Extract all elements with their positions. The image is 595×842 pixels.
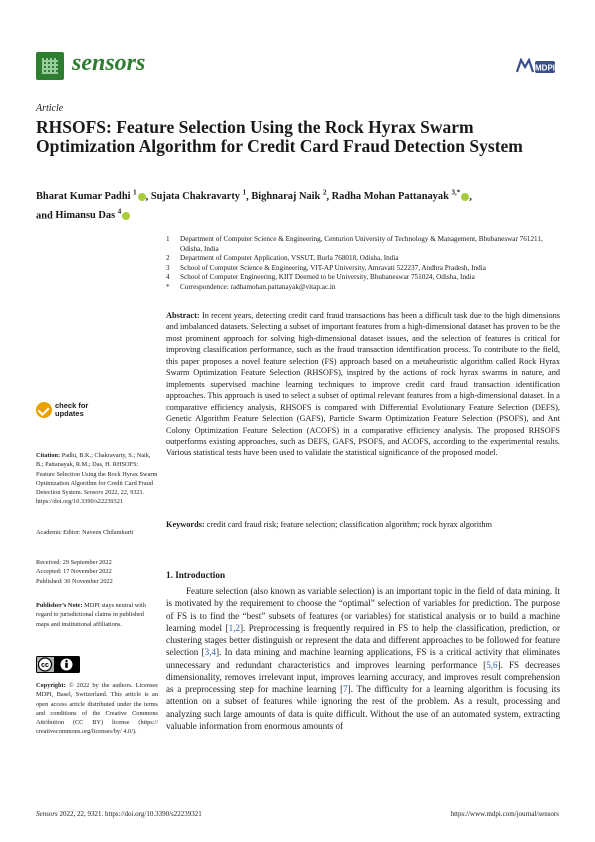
- abstract-label: Abstract:: [166, 311, 200, 320]
- copyright-label: Copyright:: [36, 682, 66, 689]
- abstract-text: In recent years, detecting credit card fraud transactions has been a difficult task due to the high dimensions and imbalanced datasets. Selecting a subset of important features from a high-dimensional dataset has proven to be the most prominent approach for solving high-dimensional dataset issues, and the selection of features is critical for improving classification performance, such as the fraud transaction identification process. To contribute to the field, this paper proposes a novel feature selection (FS) approach based on a metaheuristic algorithm called Rock Hyrax Swarm Optimization Feature Selection (RHSOFS), inspired by the actions of rock hyrax swarms in nature, and implements supervised machine learning techniques to improve credit card fraud transaction identification approaches. This approach is used to select a subset of optimal relevant features from a high-dimensional dataset. In a comparative efficiency analysis, RHSOFS is compared with Differential Evolutionary Feature Selection (DEFS), Genetic Algorithm Feature Selection (GAFS), Particle Swarm Optimization Feature Selection (PSOFS), and Ant Colony Optimization Feature Selection (ACOFS) in a comparative efficiency analysis. The proposed RHSOFS outperforms existing approaches, such as DEFS, GAFS, PSOFS, and ACOFS, according to the experimental results. Various statistical tests have been used to validate the statistical significance of the proposed model.: [166, 311, 561, 458]
- journal-name: sensors: [72, 50, 146, 76]
- author-name: Bighnaraj Naik: [251, 191, 321, 203]
- orcid-icon[interactable]: [138, 193, 146, 201]
- academic-editor: Academic Editor: Naveen Chilamkurti: [36, 529, 134, 536]
- cc-by-icon[interactable]: [36, 656, 80, 673]
- section-heading: 1. Introduction: [166, 570, 226, 580]
- footer-citation: [36, 810, 202, 818]
- received-date: Received: 29 September 2022: [36, 559, 112, 566]
- author-list: Bharat Kumar Padhi $^1$ , Sujata Chakravarty $^1$, Bighnaraj Naik $^2$, Radha Mohan Pattanayak $^{3,*}$ , and Himansu Das $^4$: [36, 189, 472, 222]
- paper-title: RHSOFS: Feature Selection Using the Rock Hyrax Swarm Optimization Algorithm for Credit Card Fraud Detection System: [36, 117, 523, 156]
- dates: [36, 558, 158, 586]
- publisher-note-label: Publisher’s Note:: [36, 602, 83, 609]
- affiliation-text: School of Computer Science & Engineering, VIT-AP University, Amravati 522237, Andhra Pradesh, India: [180, 263, 486, 272]
- affiliation-number: 1: [166, 235, 170, 243]
- footer-journal-url[interactable]: https://www.mdpi.com/journal/sensors: [450, 810, 559, 818]
- accepted-date: Accepted: 17 November 2022: [36, 568, 112, 576]
- ref-link[interactable]: 5,6: [486, 659, 498, 670]
- affiliation-row: [166, 273, 566, 283]
- intro-text-1: Feature selection (also known as variable selection) is an important topic in the field of data mining. It is motivated by the requirement to choose the “optimal” selection of variables for prediction. The purpose of FS is to find the “best” subsets of features (or variables) for statistical analysis or to build a machine learning model [: [166, 586, 560, 633]
- affiliation-text: School of Computer Engineering, KIIT Deemed to be University, Bhubaneswar 751024, Odisha, India: [180, 273, 475, 282]
- author: [251, 191, 326, 202]
- author-affiliation-marker: 1: [133, 189, 137, 197]
- citation-journal: Sensors: [83, 489, 104, 497]
- intro-text-5: ]. The difficulty for a learning algorithm is focusing its attention on a subset of features while ignoring the rest of the problem. As a result, processing and analyzing such large amounts of data is quite difficult. Without the use of an automated system, extracting valuable information from enormous amounts of: [166, 684, 560, 731]
- mdpi-logo: [515, 58, 557, 76]
- author: [36, 191, 146, 202]
- author: [151, 191, 246, 202]
- journal-logo-icon: [36, 52, 64, 80]
- published-date: Published: 30 November 2022: [36, 577, 113, 585]
- keywords-text: credit card fraud risk; feature selection; classification algorithm; rock hyrax algorithm: [206, 520, 493, 529]
- author: [55, 207, 130, 222]
- check-for-updates-icon[interactable]: [36, 402, 52, 418]
- affiliation-row: [166, 283, 566, 293]
- abstract: [166, 310, 560, 459]
- ref-link[interactable]: 1,2: [228, 622, 240, 633]
- author-affiliation-marker: 4: [117, 207, 122, 216]
- footer-journal: Sensors: [36, 810, 58, 818]
- intro-paragraph: [166, 585, 560, 732]
- publisher-note-text: MDPI stays neutral with regard to jurisdictional claims in published maps and institutional affiliations.: [36, 602, 146, 628]
- ref-link[interactable]: 3,4: [204, 647, 217, 658]
- affiliation-text: Department of Computer Application, VSSUT, Burla 768018, Odisha, India: [180, 254, 399, 263]
- author-name: Radha Mohan Pattanayak: [331, 191, 449, 203]
- affiliation-text: Correspondence: radhamohan.pattanayak@vitap.ac.in: [180, 282, 336, 291]
- affiliations: [166, 235, 566, 293]
- author-affiliation-marker: 2: [322, 189, 327, 197]
- check-for-updates-button[interactable]: [55, 402, 88, 418]
- mdpi-logo-text: MDPI: [535, 63, 555, 73]
- intro-text-4: ]. FS decreases dimensionality, removes irrelevant input, improves learning accuracy, and improves result comprehension as a preprocessing step for machine learning [: [166, 659, 560, 694]
- keywords-label: Keywords:: [166, 520, 205, 529]
- copyright-text: © 2022 by the authors. Licensee MDPI, Basel, Switzerland. This article is an open access article distributed under the terms and conditions of the Creative Commons Attribution (CC BY) license (https:// creativecommons.org/licenses/by/ 4.0/).: [36, 682, 159, 736]
- author-name: Himansu Das: [55, 210, 116, 222]
- footer-left-text: 2022, 22, 9321. https://doi.org/10.3390/s22239321: [59, 810, 202, 818]
- orcid-icon[interactable]: [461, 193, 469, 201]
- affiliation-number: 2: [166, 254, 170, 263]
- citation: [36, 451, 158, 507]
- check-line-1: check for: [55, 401, 89, 410]
- svg-text:cc: cc: [41, 662, 49, 670]
- author-affiliation-marker: 3,*: [451, 189, 461, 197]
- affiliation-number: 4: [166, 273, 170, 282]
- affiliation-number: 3: [166, 263, 170, 272]
- author-name: Bharat Kumar Padhi: [36, 191, 131, 203]
- author-affiliation-marker: 1: [242, 189, 247, 197]
- author-name: Sujata Chakravarty: [150, 191, 241, 203]
- intro-text-3: ]. In data mining and machine learning applications, FS is a critical activity that eliminates unnecessary and redundant characteristics and improves learning performance [: [166, 647, 560, 670]
- orcid-icon[interactable]: [122, 212, 130, 220]
- ref-link[interactable]: 7: [343, 684, 348, 694]
- keywords: [166, 519, 560, 530]
- article-type: Article: [36, 103, 64, 114]
- author: [332, 191, 470, 202]
- citation-label: Citation:: [36, 452, 61, 459]
- affiliation-number: *: [166, 282, 170, 291]
- affiliation-row: [166, 235, 566, 254]
- copyright: [36, 681, 158, 737]
- publisher-note: [36, 601, 158, 629]
- affiliation-row: [166, 254, 566, 264]
- affiliation-text: Department of Computer Science & Engineering, Centurion University of Technology & Management, Bhubaneswar 761211, Odisha, India: [180, 235, 543, 253]
- citation-text: Padhi, B.K.; Chakravarty, S.; Naik, B.; Pattanayak, R.M.; Das, H. RHSOFS: Feature Selection Using the Rock Hyrax Swarm Optimization Algorithm for Credit Card Fraud Detection System.: [36, 452, 158, 497]
- check-line-2: updates: [55, 409, 84, 418]
- affiliation-row: [166, 264, 566, 274]
- intro-body: [166, 585, 560, 732]
- citation-tail: 2022, 22, 9321. https://doi.org/10.3390/s22239321: [36, 489, 145, 506]
- intro-text-2: ]. Preprocessing is frequently required in FS to help the classification, prediction, or clustering stages better distinguish or represent the data and different approaches to be followed for feature selection [: [166, 622, 560, 658]
